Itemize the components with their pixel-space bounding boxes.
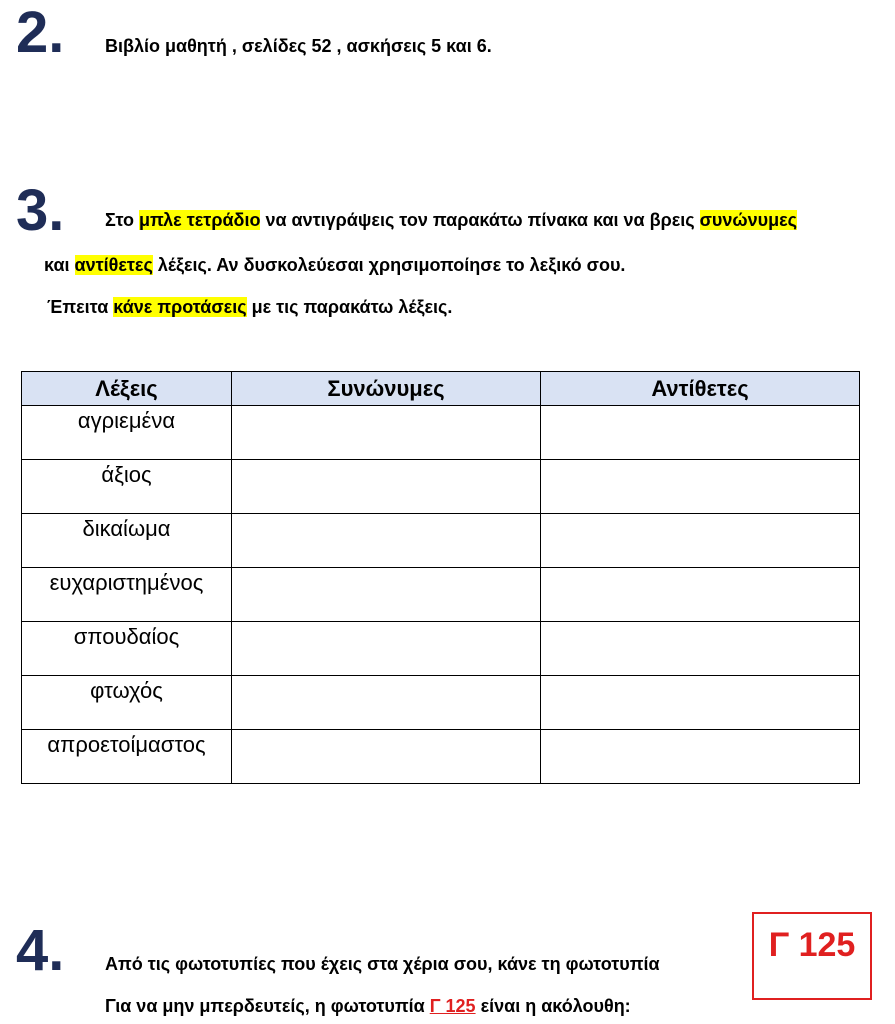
word-cell: ευχαριστημένος bbox=[22, 568, 232, 622]
synonym-cell bbox=[232, 460, 541, 514]
text-run: λέξεις. Αν δυσκολεύεσαι χρησιμοποίησε το λεξικό σου. bbox=[152, 255, 626, 275]
word-cell: σπουδαίος bbox=[22, 622, 232, 676]
section-3-number: 3. bbox=[16, 178, 65, 243]
section-3-line-3 bbox=[47, 297, 452, 319]
photocopy-code-inline: Γ 125 bbox=[429, 996, 476, 1016]
word-cell: απροετοίμαστος bbox=[22, 730, 232, 784]
synonym-cell bbox=[232, 514, 541, 568]
photocopy-code-box bbox=[752, 912, 872, 1000]
table-header-row bbox=[22, 372, 860, 406]
table-row bbox=[22, 676, 860, 730]
word-cell: αγριεμένα bbox=[22, 406, 232, 460]
synonym-cell bbox=[232, 676, 541, 730]
highlight-blue-notebook: μπλε τετράδιο bbox=[139, 210, 261, 230]
antonym-cell bbox=[541, 568, 860, 622]
header-words: Λέξεις bbox=[22, 372, 232, 406]
antonym-cell bbox=[541, 514, 860, 568]
section-3-line-2 bbox=[44, 255, 625, 277]
text-run: Για να μην μπερδευτείς, η φωτοτυπία bbox=[105, 996, 430, 1016]
text-run: να αντιγράψεις τον παρακάτω πίνακα και να βρεις bbox=[260, 210, 700, 230]
antonym-cell bbox=[541, 676, 860, 730]
text-run: Έπειτα bbox=[47, 297, 114, 317]
synonym-cell bbox=[232, 622, 541, 676]
text-run: με τις παρακάτω λέξεις. bbox=[246, 297, 453, 317]
antonym-cell bbox=[541, 622, 860, 676]
header-synonyms: Συνώνυμες bbox=[232, 372, 541, 406]
antonym-cell bbox=[541, 730, 860, 784]
synonym-cell bbox=[232, 730, 541, 784]
table-row bbox=[22, 460, 860, 514]
antonym-cell bbox=[541, 406, 860, 460]
highlight-antonyms: αντίθετες bbox=[74, 255, 153, 275]
table-row bbox=[22, 622, 860, 676]
highlight-make-sentences: κάνε προτάσεις bbox=[113, 297, 247, 317]
antonym-cell bbox=[541, 460, 860, 514]
header-antonyms: Αντίθετες bbox=[541, 372, 860, 406]
section-4-number: 4. bbox=[16, 918, 65, 983]
word-cell: δικαίωμα bbox=[22, 514, 232, 568]
photocopy-code-label: Γ 125 bbox=[768, 926, 856, 964]
table-row bbox=[22, 730, 860, 784]
synonym-cell bbox=[232, 406, 541, 460]
table-row bbox=[22, 406, 860, 460]
word-cell: άξιος bbox=[22, 460, 232, 514]
table-row bbox=[22, 568, 860, 622]
text-run: και bbox=[44, 255, 75, 275]
synonym-cell bbox=[232, 568, 541, 622]
section-3-line-1 bbox=[105, 210, 797, 232]
text-run: Στο bbox=[105, 210, 140, 230]
table-row bbox=[22, 514, 860, 568]
words-table bbox=[21, 371, 860, 784]
section-2-number: 2. bbox=[16, 0, 65, 65]
word-cell: φτωχός bbox=[22, 676, 232, 730]
text-run: είναι η ακόλουθη: bbox=[475, 996, 631, 1016]
section-4-line-1: Από τις φωτοτυπίες που έχεις στα χέρια σου, κάνε τη φωτοτυπία bbox=[105, 954, 660, 974]
section-2-text: Βιβλίο μαθητή , σελίδες 52 , ασκήσεις 5 και 6. bbox=[105, 36, 492, 56]
highlight-synonyms: συνώνυμες bbox=[699, 210, 798, 230]
section-4-line-2 bbox=[105, 996, 631, 1018]
